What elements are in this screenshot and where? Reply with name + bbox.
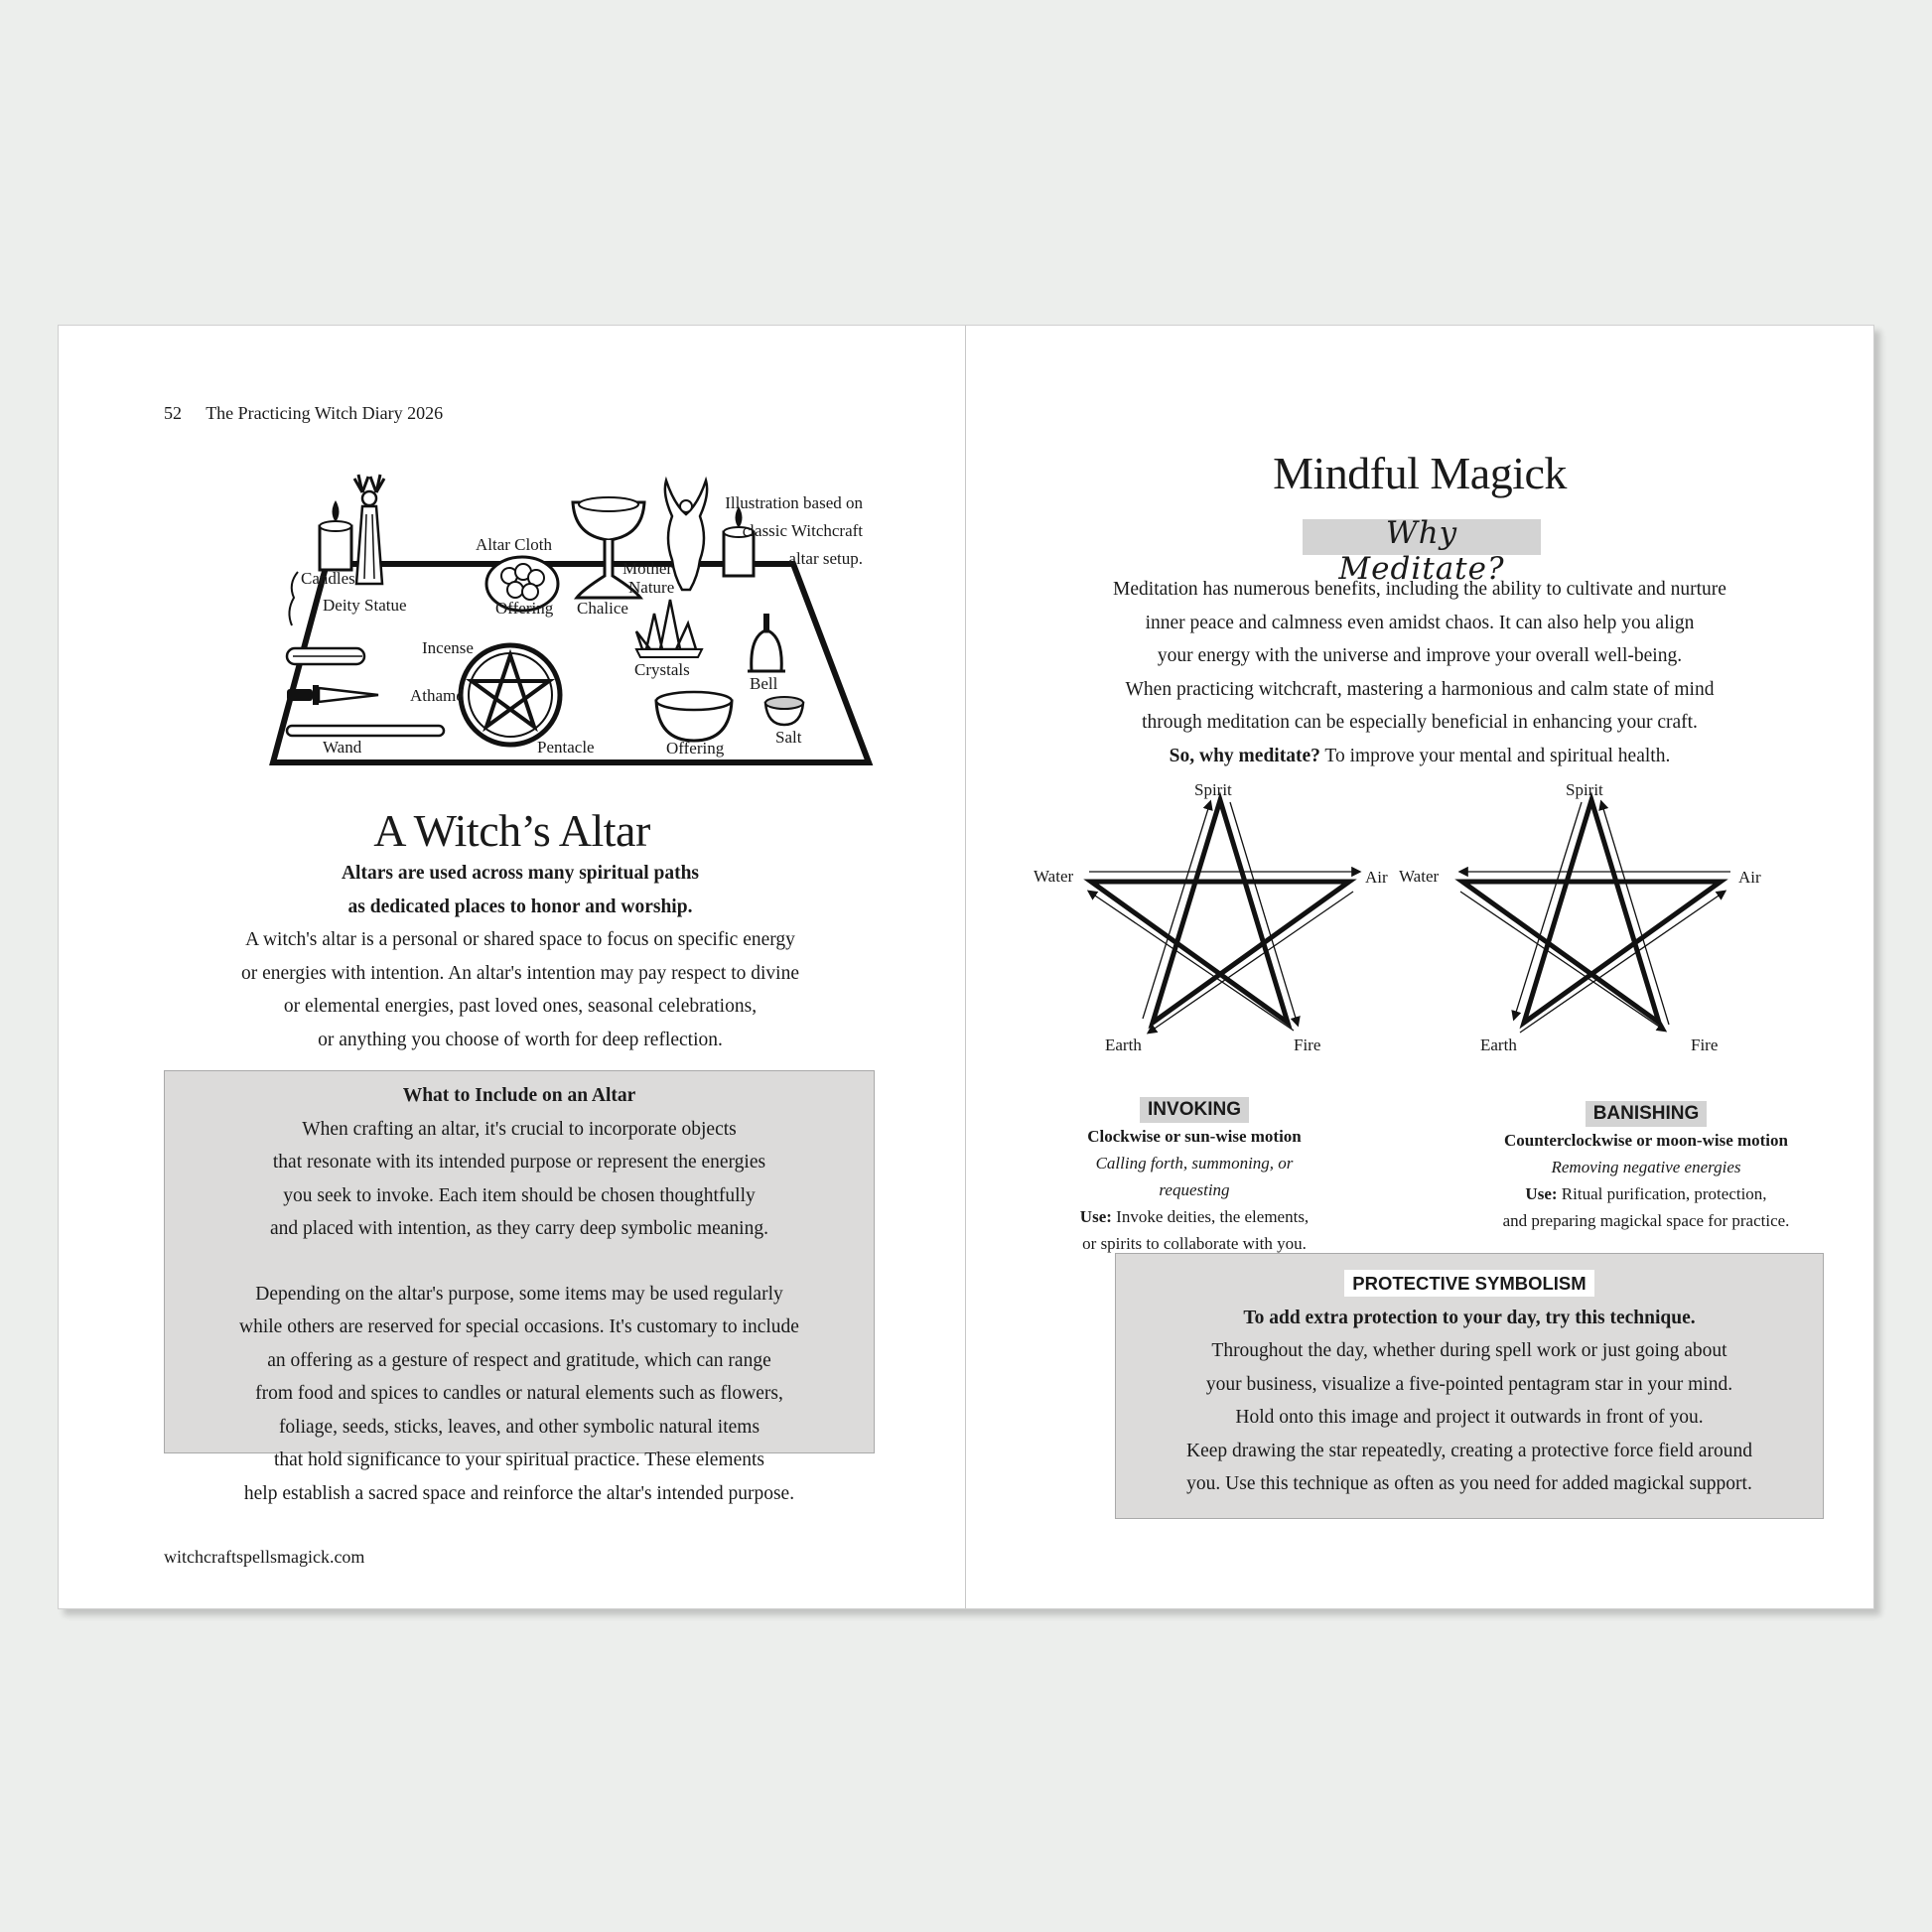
subtitle-highlight [1303, 515, 1541, 587]
pentacle-icon [461, 645, 560, 745]
meditation-intro: Meditation has numerous benefits, including the ability to cultivate and nurture inner peace and calmness even amidst chaos. It can also help you align your energy with the universe and improve your overall well-being. When practicing witchcraft, mastering a harmonious and calm state of mind through meditation can be especially beneficial in enhancing your craft. So, why meditate? To improve your mental and spiritual health. [1113, 579, 1726, 766]
label-offering-top: Offering [495, 599, 554, 618]
label-pentacle: Pentacle [537, 738, 595, 757]
label-candles: Candles [301, 569, 355, 588]
offering-bowl-icon [656, 692, 732, 741]
label-deity-statue: Deity Statue [323, 596, 407, 615]
crystals-icon [636, 600, 702, 657]
banishing-label-earth: Earth [1480, 1035, 1517, 1054]
label-mother-nature-1: Mother [622, 559, 673, 578]
label-crystals: Crystals [634, 660, 690, 679]
deity-statue-icon [354, 475, 384, 584]
banishing-label-fire: Fire [1691, 1035, 1719, 1054]
subtitle: Why Meditate? [1338, 515, 1505, 587]
wand-icon [287, 726, 444, 736]
banishing-tag: BANISHING [1586, 1101, 1708, 1127]
label-athame: Athamé [410, 686, 464, 705]
book-spread [58, 325, 1874, 1609]
invoking-pentagram-icon [1089, 800, 1359, 1033]
footer-url: witchcraftspellsmagick.com [164, 1547, 365, 1567]
right-page [966, 326, 1873, 1608]
label-mother-nature-2: Nature [628, 578, 675, 597]
banishing-label-spirit: Spirit [1566, 780, 1603, 799]
salt-bowl-icon [765, 697, 803, 725]
page-number: 52 [164, 403, 182, 423]
invoking-caption: INVOKING Clockwise or sun-wise motion Calling forth, summoning, or requesting Use: Invoke deities, the elements, or spirits to collaborate with you. [1079, 1099, 1310, 1253]
banishing-pentagram-icon [1460, 800, 1730, 1033]
invoking-label-spirit: Spirit [1194, 780, 1232, 799]
protective-symbolism-box: PROTECTIVE SYMBOLISM To add extra protection to your day, try this technique. Throughout the day, whether during spell work or just going about your business, visualize a five-pointed pentagram star in your mind. Hold onto this image and project it outwards in front of you. Keep drawing the star repeatedly, creating a protective force field around you. Use this technique as often as you need for added magickal support. [1115, 1253, 1824, 1519]
altar-info-box: What to Include on an Altar When crafting an altar, it's crucial to incorporate objects that resonate with its intended purpose or represent the energies you seek to invoke. Each item should be chosen thoughtfully and placed with intention, as they carry deep symbolic meaning. Depending on the altar's purpose, some items may be used regularly while others are reserved for special occasions. It's customary to include an offering as a gesture of respect and gratitude, which can range from food and spices to candles or natural elements such as flowers, foliage, seeds, sticks, leaves, and other symbolic natural items that hold significance to your spiritual practice. These elements help establish a sacred space and reinforce the altar's intended purpose. [164, 1070, 875, 1453]
invoking-label-fire: Fire [1294, 1035, 1321, 1054]
page-title-altar: A Witch’s Altar [373, 805, 650, 856]
label-chalice: Chalice [577, 599, 628, 618]
protective-heading: PROTECTIVE SYMBOLISM [1344, 1270, 1593, 1297]
invoking-tag: INVOKING [1140, 1097, 1249, 1123]
banishing-label-water: Water [1399, 867, 1440, 886]
banishing-caption: BANISHING Counterclockwise or moon-wise motion Removing negative energies Use: Ritual purification, protection, and preparing magickal space for practice. [1502, 1103, 1790, 1230]
left-page [59, 326, 965, 1608]
box-heading: What to Include on an Altar [402, 1085, 636, 1106]
label-offering-bottom: Offering [666, 739, 725, 758]
illustration-note: Illustration based on classic Witchcraft altar setup. [725, 493, 863, 568]
invoking-label-water: Water [1034, 867, 1074, 886]
label-wand: Wand [323, 738, 362, 757]
protective-subheading: To add extra protection to your day, try this technique. [1243, 1307, 1696, 1328]
page-title-mindful: Mindful Magick [1273, 448, 1567, 498]
label-bell: Bell [750, 674, 778, 693]
running-head [164, 403, 443, 424]
label-altar-cloth: Altar Cloth [476, 535, 552, 554]
pentagram-diagrams [1034, 780, 1790, 1060]
invoking-label-air: Air [1365, 868, 1388, 887]
running-title: The Practicing Witch Diary 2026 [206, 403, 444, 423]
bell-icon [748, 614, 785, 671]
altar-intro: Altars are used across many spiritual paths as dedicated places to honor and worship. A witch's altar is a personal or shared space to focus on specific energy or energies with intention. An altar's intention may pay respect to divine or elemental energies, past loved ones, seasonal celebrations, or anything you choose of worth for deep reflection. [240, 863, 800, 1050]
label-incense: Incense [422, 638, 474, 657]
candle-left-icon [320, 500, 351, 570]
banishing-label-air: Air [1738, 868, 1761, 887]
label-salt: Salt [775, 728, 802, 747]
athame-icon [287, 685, 378, 705]
invoking-label-earth: Earth [1105, 1035, 1142, 1054]
